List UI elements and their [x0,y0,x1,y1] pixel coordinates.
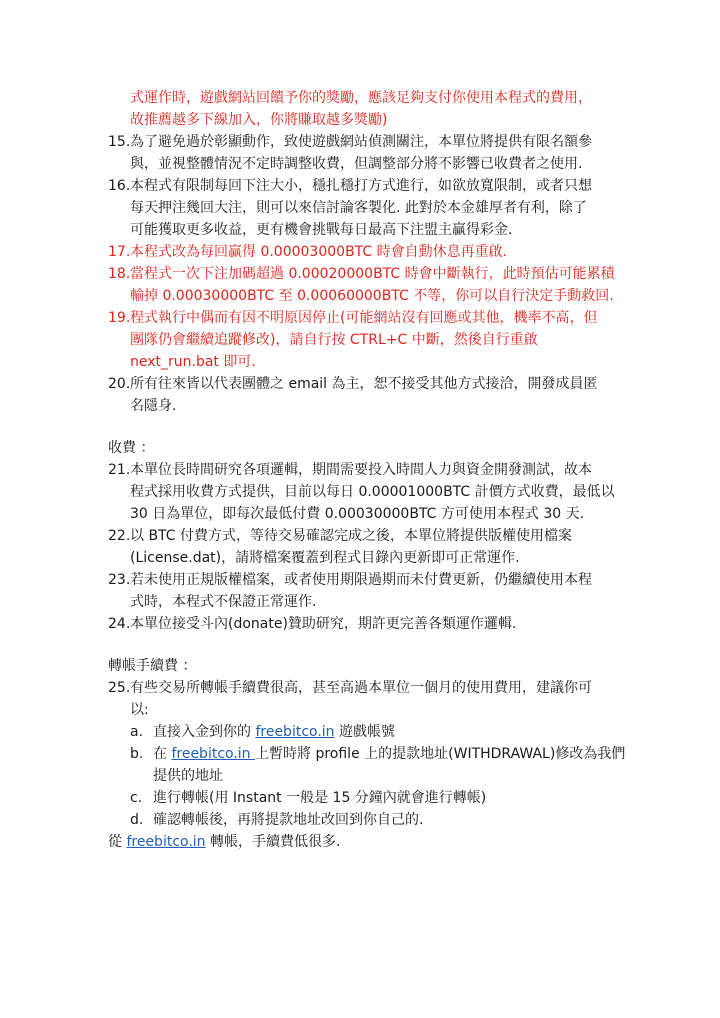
item-24-line: 本單位接受斗內(donate)贊助研究，期許更完善各類運作邏輯. [130,616,517,632]
item-14-line: 式運作時，遊戲網站回饋予你的獎勵，應該足夠支付你使用本程式的費用， [130,90,592,106]
item-22-line: 以 BTC 付費方式，等待交易確認完成之後，本單位將提供版權使用檔案 [130,528,573,544]
sub-item-letter: a. [130,724,144,740]
item-25-line: 以: [130,702,149,718]
item-20-line: 名隱身. [130,398,177,414]
footer-text: 從 [108,834,127,850]
item-16-line: 可能獲取更多收益，更有機會挑戰每日最高下注盟主贏得彩金. [130,222,513,238]
sub-item-a-text: 遊戲帳號 [334,724,396,740]
sub-item-letter: c. [130,790,143,806]
freebitco-link[interactable]: freebitco.in [126,834,206,850]
item-22-line: (License.dat)，請將檔案覆蓋到程式目錄內更新即可正常運作. [130,550,520,566]
item-19-line: 程式執行中偶而有因不明原因停止(可能網站沒有回應或其他，機率不高，但 [130,310,598,326]
item-20-line: 所有往來皆以代表團體之 email 為主，恕不接受其他方式接洽，開發成員匿 [130,376,598,392]
sub-item-d: 確認轉帳後，再將提款地址改回到你自己的. [153,812,424,828]
sub-item-letter: b. [130,746,144,762]
section-heading-fees: 收費 ： [108,440,155,456]
footer-line [108,831,340,853]
item-number: 15. [108,134,131,150]
item-number: 22. [108,528,131,544]
item-23-line: 式時，本程式不保證正常運作. [130,594,317,610]
item-15-line: 與，並視整體情況不定時調整收費，但調整部分將不影響已收費者之使用. [130,156,583,172]
item-number: 24. [108,616,131,632]
item-18-line: 輸掉 0.00030000BTC 至 0.00060000BTC 不等，你可以自行決定手動救回. [130,288,614,304]
item-16-line: 每天押注幾回大注，則可以來信討論客製化. 此對於本金雄厚者有利，除了 [130,200,587,216]
item-18-line: 當程式一次下注加碼超過 0.00020000BTC 時會中斷執行，此時預估可能累積 [130,266,615,282]
item-23-line: 若未使用正規版權檔案，或者使用期限過期而未付費更新，仍繼續使用本程 [130,572,592,588]
item-14-line: 故推薦越多下線加入，你將賺取越多獎勵) [130,112,388,128]
item-number: 23. [108,572,131,588]
item-15-line: 為了避免過於彰顯動作，致使遊戲網站偵測關注，本單位將提供有限名額參 [130,134,592,150]
item-19-line: 團隊仍會繼續追蹤修改)，請自行按 CTRL+C 中斷，然後自行重啟 [130,332,538,348]
item-number: 25. [108,680,131,696]
item-16-line: 本程式有限制每回下注大小，穩扎穩打方式進行，如欲放寬限制，或者只想 [130,178,592,194]
sub-item-a-text: 直接入金到你的 [153,724,256,740]
item-25-line: 有些交易所轉帳手續費很高，甚至高過本單位一個月的使用費用，建議你可 [130,680,592,696]
sub-item-b [153,743,625,765]
item-number: 19. [108,310,131,326]
item-number: 16. [108,178,131,194]
freebitco-link[interactable]: freebitco.in [171,746,256,762]
item-number: 18. [108,266,131,282]
section-heading-transfer-fees: 轉帳手續費 ： [108,658,197,674]
sub-item-b-line2: 提供的地址 [153,768,223,784]
sub-item-letter: d. [130,812,144,828]
item-21-line: 本單位長時間研究各項邏輯，期間需要投入時間人力與資金開發測試，故本 [130,462,592,478]
sub-item-a [153,721,395,743]
item-number: 17. [108,244,131,260]
sub-item-b-text: 上暫時將 profile 上的提款地址(WITHDRAWAL)修改為我們 [255,746,626,762]
sub-item-b-text: 在 [153,746,172,762]
item-19-line: next_run.bat 即可. [130,354,256,370]
item-number: 21. [108,462,131,478]
item-number: 20. [108,376,131,392]
sub-item-c: 進行轉帳(用 Instant 一般是 15 分鐘內就會進行轉帳) [153,790,487,806]
item-21-line: 30 日為單位，即每次最低付費 0.00030000BTC 方可使用本程式 30 天. [130,506,585,522]
freebitco-link[interactable]: freebitco.in [255,724,335,740]
item-21-line: 程式採用收費方式提供，目前以每日 0.00001000BTC 計價方式收費，最低以 [130,484,615,500]
footer-text: 轉帳，手續費低很多. [205,834,341,850]
item-17-line: 本程式改為每回贏得 0.00003000BTC 時會自動休息再重啟. [130,244,508,260]
